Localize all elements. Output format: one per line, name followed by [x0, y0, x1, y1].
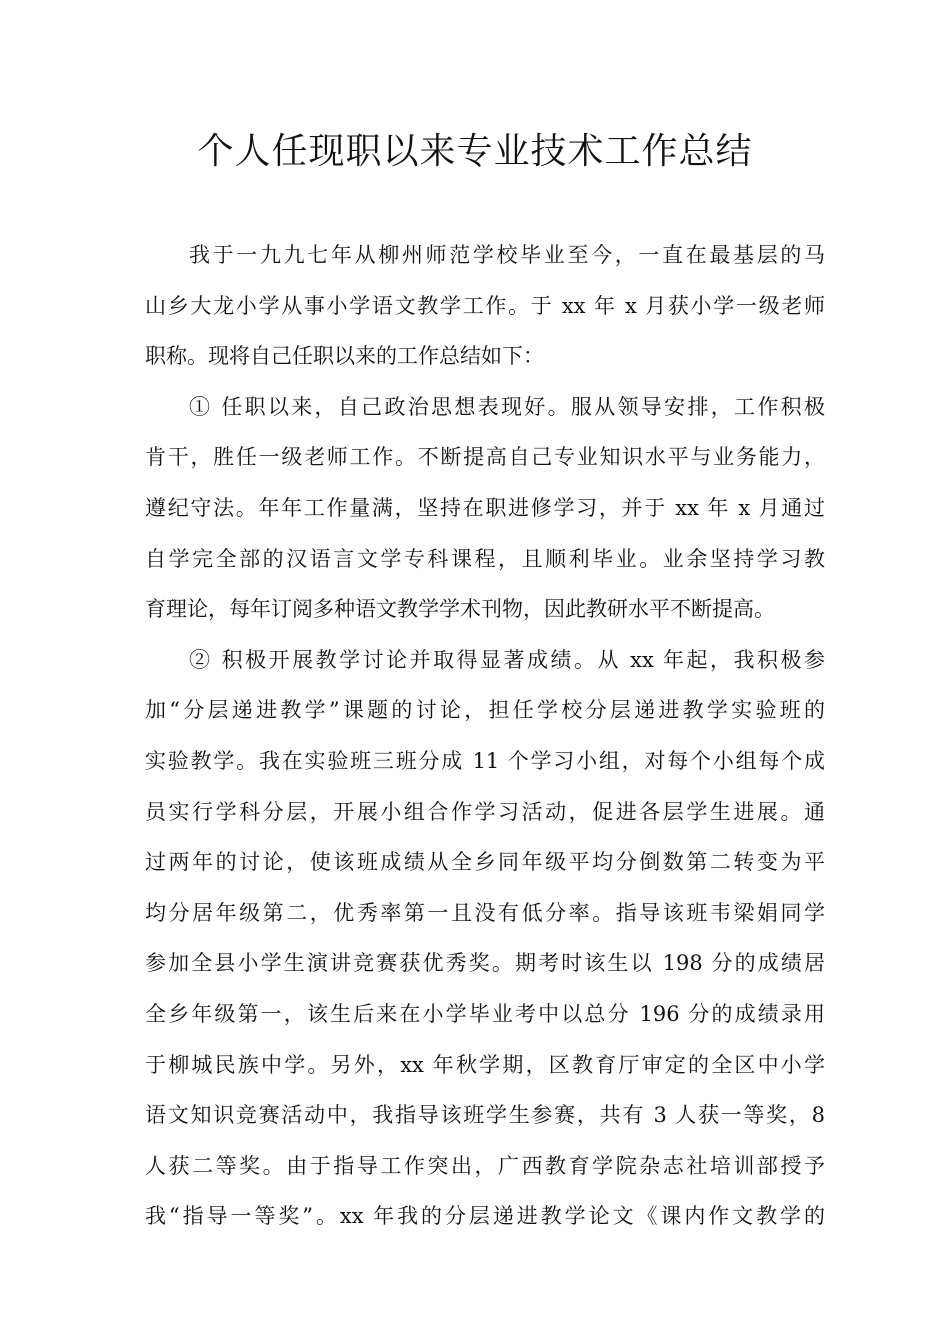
paragraph-3-line-4: 员实行学科分层，开展小组合作学习活动，促进各层学生进展。通 [145, 799, 825, 824]
paragraph-3-line-10: 语文知识竞赛活动中，我指导该班学生参赛，共有 3 人获一等奖，8 [145, 1103, 825, 1128]
paragraph-2-line-3: 遵纪守法。年年工作量满，坚持在职进修学习，并于 xx 年 x 月通过 [145, 495, 825, 520]
paragraph-2-line-1: ① 任职以来，自己政治思想表现好。服从领导安排，工作积极 [189, 394, 825, 419]
paragraph-1-line-2: 山乡大龙小学从事小学语文教学工作。于 xx 年 x 月获小学一级老师 [145, 293, 825, 318]
paragraph-3-line-1: ② 积极开展教学讨论并取得显著成绩。从 xx 年起，我积极参 [189, 647, 825, 672]
paragraph-3-line-6: 均分居年级第二，优秀率第一且没有低分率。指导该班韦梁娟同学 [145, 900, 825, 925]
paragraph-2-line-4: 自学完全部的汉语言文学专科课程，且顺利毕业。业余坚持学习教 [145, 546, 825, 571]
paragraph-1-line-3: 职称。现将自己任职以来的工作总结如下： [145, 344, 544, 369]
paragraph-3-line-8: 全乡年级第一，该生后来在小学毕业考中以总分 196 分的成绩录用 [145, 1001, 825, 1026]
paragraph-3-line-2: 加“分层递进教学”课题的讨论，担任学校分层递进教学实验班的 [145, 698, 825, 723]
paragraph-2-line-2: 肯干，胜任一级老师工作。不断提高自己专业知识水平与业务能力， [145, 445, 825, 470]
document-title: 个人任现职以来专业技术工作总结 [197, 131, 753, 172]
paragraph-3-line-5: 过两年的讨论，使该班成绩从全乡同年级平均分倒数第二转变为平 [145, 850, 825, 875]
paragraph-1-line-1: 我于一九九七年从柳州师范学校毕业至今，一直在最基层的马 [189, 243, 825, 267]
paragraph-3-line-3: 实验教学。我在实验班三班分成 11 个学习小组，对每个小组每个成 [145, 748, 825, 773]
paragraph-3-line-9: 于柳城民族中学。另外，xx 年秋学期，区教育厅审定的全区中小学 [145, 1052, 825, 1077]
paragraph-3-line-12: 我“指导一等奖”。xx 年我的分层递进教学论文《课内作文教学的 [145, 1204, 825, 1229]
paragraph-3-line-7: 参加全县小学生演讲竞赛获优秀奖。期考时该生以 198 分的成绩居 [145, 951, 825, 976]
paragraph-3-line-11: 人获二等奖。由于指导工作突出，广西教育学院杂志社培训部授予 [145, 1153, 825, 1178]
paragraph-2-line-5: 育理论，每年订阅多种语文教学学术刊物，因此教研水平不断提高。 [145, 597, 775, 622]
document-body [145, 230, 825, 1242]
